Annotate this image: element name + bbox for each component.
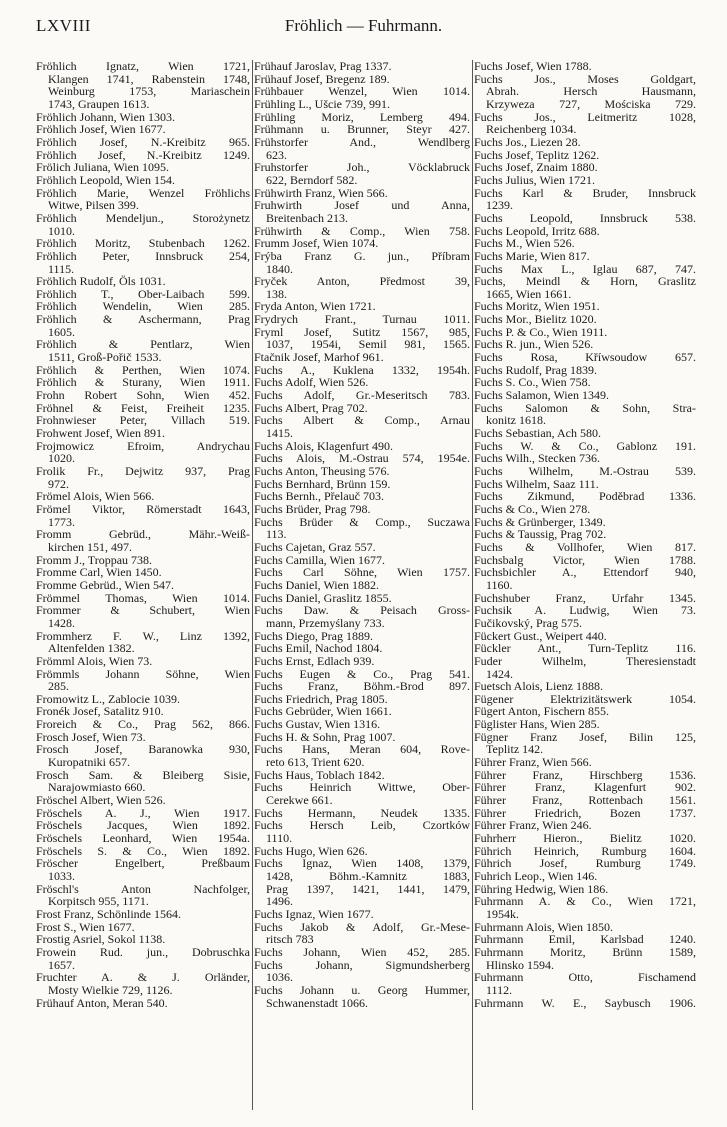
entry-line: Fuchs Gebrüder, Wien 1661. <box>254 704 392 719</box>
entry-line: Führich Heinrich, Rumburg 1604. <box>474 843 696 858</box>
entry-line: Frommherz F. W., Linz 1392, <box>36 628 250 643</box>
entry-line: Fröhlich Leopold, Wien 154. <box>36 172 175 187</box>
entry-continuation: 1496. <box>266 894 293 909</box>
entry-line: Führer Friedrich, Bozen 1737. <box>474 805 696 820</box>
entry-line: Fuchs Ignaz, Wien 1677. <box>254 906 374 921</box>
entry-line: Ftačnik Josef, Marhof 961. <box>254 350 384 365</box>
entry-line: Fuchs Albert, Prag 702. <box>254 400 368 415</box>
directory-columns <box>36 60 696 1110</box>
entry-line: Frohwent Josef, Wien 891. <box>36 426 165 441</box>
column-divider <box>472 60 473 1110</box>
entry-line: Fröschel Albert, Wien 526. <box>36 793 166 808</box>
entry-line: Fuchs Rudolf, Prag 1839. <box>474 362 597 377</box>
entry-continuation: Narajowmiasto 660. <box>48 780 146 795</box>
entry-continuation: Cerekwe 661. <box>266 793 333 808</box>
entry-line: Frömml Alois, Wien 73. <box>36 653 153 668</box>
entry-line: Fröhlich Peter, Innsbruck 254, <box>36 248 250 263</box>
entry-line: Frühling L., Ušcie 739, 991. <box>254 96 390 111</box>
entry-line: Fruhwirth Josef und Anna, <box>254 198 470 213</box>
entry-line: Frühling Moriz, Lemberg 494. <box>254 109 470 124</box>
entry-line: Frölich Juliana, Wien 1095. <box>36 160 169 175</box>
entry-line: Fuchshuber Franz, Urfahr 1345. <box>474 590 696 605</box>
entry-line: Frosch Josef, Wien 73. <box>36 729 146 744</box>
entry-continuation: Krzyweza 727, Mościska 729. <box>486 96 696 111</box>
entry-line: Frost Franz, Schönlinde 1564. <box>36 906 181 921</box>
entry-line: Führing Hedwig, Wien 186. <box>474 881 609 896</box>
entry-continuation: 1239. <box>486 198 513 213</box>
entry-line: Fröhlich Wendelin, Wien 285. <box>36 299 250 314</box>
entry-line: Fuhrmann Emil, Karlsbad 1240. <box>474 932 696 947</box>
entry-continuation: 1657. <box>48 957 75 972</box>
entry-continuation: Schwanenstadt 1066. <box>266 995 368 1010</box>
entry-line: Frühwirth Franz, Wien 566. <box>254 185 388 200</box>
entry-line: Füglister Hans, Wien 285. <box>474 717 600 732</box>
entry-line: Fuchs Alois, Klagenfurt 490. <box>254 438 393 453</box>
entry-line: Fuchs Diego, Prag 1889. <box>254 628 373 643</box>
entry-continuation: 623. <box>266 147 287 162</box>
entry-line: Frohn Robert Sohn, Wien 452. <box>36 388 250 403</box>
entry-line: Fuhrherr Hieron., Bielitz 1020. <box>474 831 696 846</box>
entry-continuation: 1773. <box>48 514 75 529</box>
entry-line: Fuchs Max L., Iglau 687, 747. <box>474 261 696 276</box>
entry-line: Fuchs Josef, Wien 1788. <box>474 60 592 73</box>
entry-line: Frumm Josef, Wien 1074. <box>254 236 379 251</box>
entry-continuation: Kuropatniki 657. <box>48 755 130 770</box>
entry-line: Fröhlich Moritz, Stubenbach 1262. <box>36 236 250 251</box>
entry-line: Fuchs & Co., Wien 278. <box>474 501 591 516</box>
entry-line: Fröhlich & Pentlarz, Wien <box>36 337 250 352</box>
entry-line: Fröscher Engelbert, Preßbaum <box>36 856 250 871</box>
entry-line: Fuchs Karl & Bruder, Innsbruck <box>474 185 696 200</box>
entry-line: Fuchs Johann, Wien 452, 285. <box>254 944 470 959</box>
entry-line: Fröhlich & Sturany, Wien 1911. <box>36 375 250 390</box>
entry-line: Frühauf Josef, Bregenz 189. <box>254 71 390 86</box>
entry-line: Frühmann u. Brunner, Steyr 427. <box>254 122 470 137</box>
entry-line: Fügner Franz Josef, Bilin 125, <box>474 729 696 744</box>
entry-line: Fuchs Wilh., Stecken 736. <box>474 451 600 466</box>
entry-continuation: kirchen 151, 497. <box>48 539 132 554</box>
column-1 <box>36 60 250 1110</box>
entry-continuation: mann, Przemyślany 733. <box>266 615 385 630</box>
entry-continuation: 972. <box>48 476 69 491</box>
entry-line: Fryček Anton, Předmost 39, <box>254 274 470 289</box>
entry-line: Frömmel Thomas, Wien 1014. <box>36 590 250 605</box>
entry-line: Fröhlich & Aschermann, Prag <box>36 312 250 327</box>
entry-line: Fuchs Adolf, Wien 526. <box>254 375 369 390</box>
entry-continuation: 1160. <box>486 577 513 592</box>
entry-line: Fromme Gebrüd., Wien 547. <box>36 577 174 592</box>
entry-line: Fuhrmann Alois, Wien 1850. <box>474 919 613 934</box>
entry-continuation: Prag 1397, 1421, 1441, 1479, <box>266 881 470 896</box>
entry-continuation: 1428, Böhm.-Kamnitz 1883, <box>266 869 470 883</box>
entry-line: Fuchsik A. Ludwig, Wien 73. <box>474 603 696 618</box>
entry-continuation: Reichenberg 1034. <box>486 122 577 137</box>
entry-line: Frühauf Anton, Meran 540. <box>36 995 168 1010</box>
entry-line: Führer Franz, Rottenbach 1561. <box>474 793 696 808</box>
entry-line: Fuchs Daniel, Wien 1882. <box>254 577 379 592</box>
entry-line: Fuchsbalg Victor, Wien 1788. <box>474 552 696 567</box>
entry-continuation: Korpitsch 955, 1171. <box>48 894 149 909</box>
entry-line: Fügert Anton, Fischern 855. <box>474 704 609 719</box>
entry-line: Fuchs Camilla, Wien 1677. <box>254 552 385 567</box>
entry-line: Fuchs Brüder, Prag 798. <box>254 501 371 516</box>
entry-line: Fröhlich Josef, N.-Kreibitz 965. <box>36 134 250 149</box>
entry-continuation: Witwe, Pilsen 399. <box>48 198 139 213</box>
entry-line: Fuchs Johann u. Georg Hummer, <box>254 982 470 997</box>
entry-continuation: 1110. <box>266 831 293 846</box>
entry-line: Fröhlich Josef, Wien 1677. <box>36 122 166 137</box>
entry-continuation: 1665, Wien 1661. <box>486 286 572 301</box>
column-2 <box>254 60 470 1110</box>
entry-line: Fuchs Anton, Theusing 576. <box>254 464 390 478</box>
entry-continuation: Hlinsko 1594. <box>486 957 555 972</box>
entry-line: Frühstorfer And., Wendlberg <box>254 134 470 149</box>
entry-continuation: Klangen 1741, Rabenstein 1748, <box>48 71 250 86</box>
entry-line: Fučikovský, Prag 575. <box>474 615 582 630</box>
entry-line: Fuchs Jakob & Adolf, Gr.-Mese- <box>254 919 470 934</box>
entry-line: Führer Franz, Hirschberg 1536. <box>474 767 696 782</box>
entry-continuation: 1954k. <box>486 906 519 921</box>
entry-continuation: Breitenbach 213. <box>266 210 348 225</box>
entry-line: Fröschels S. & Co., Wien 1892. <box>36 843 250 858</box>
entry-line: Fuchs Wilhelm, M.-Ostrau 539. <box>474 464 696 478</box>
entry-line: Fröschels Jacques, Wien 1892. <box>36 818 250 833</box>
entry-line: Fuchs Wilhelm, Saaz 111. <box>474 476 599 491</box>
page-title: Fröhlich — Fuhrmann. <box>284 16 443 35</box>
entry-line: Führich Josef, Rumburg 1749. <box>474 856 696 871</box>
entry-continuation: 1037, 1954i, Semil 981, 1565. <box>266 337 470 352</box>
entry-line: Fuhrmann Moritz, Brünn 1589, <box>474 944 696 959</box>
entry-continuation: 1115. <box>48 261 75 276</box>
entry-line: Fuchs Brüder & Comp., Suczawa <box>254 514 470 529</box>
entry-line: Frühbauer Wenzel, Wien 1014. <box>254 84 470 99</box>
entry-line: Fuhrich Leop., Wien 146. <box>474 869 598 883</box>
entry-line: Frydrych Frant., Turnau 1011. <box>254 312 470 327</box>
entry-continuation: Weinburg 1753, Mariaschein <box>48 84 250 99</box>
entry-line: Fuetsch Alois, Lienz 1888. <box>474 679 603 694</box>
entry-line: Fröhlich Josef, N.-Kreibitz 1249. <box>36 147 250 162</box>
page-number: LXVIII <box>36 16 91 35</box>
entry-line: Fromm J., Troppau 738. <box>36 552 153 567</box>
entry-continuation: 1415. <box>266 426 293 441</box>
entry-line: Fuchs Hugo, Wien 626. <box>254 843 368 858</box>
page-header <box>36 16 691 42</box>
entry-line: Fröhlich Mendeljun., Storożynetz <box>36 210 250 225</box>
entry-line: Frowein Rud. jun., Dobruschka <box>36 944 250 959</box>
entry-line: Fromm Gebrüd., Mähr.-Weiß- <box>36 527 250 542</box>
entry-line: Frömel Viktor, Römerstadt 1643, <box>36 501 250 516</box>
entry-line: Fuchs H. & Sohn, Prag 1007. <box>254 729 396 744</box>
entry-line: Froreich & Co., Prag 562, 866. <box>36 717 250 732</box>
entry-line: Fuchs Emil, Nachod 1804. <box>254 641 383 656</box>
entry-line: Fügener Elektrizitätswerk 1054. <box>474 691 696 706</box>
entry-line: Fuchs & Grünberger, 1349. <box>474 514 606 529</box>
entry-line: Fuchs Hersch Leib, Czortków <box>254 818 470 833</box>
entry-line: Fuchs Johann, Sigmundsherberg <box>254 957 470 972</box>
entry-line: Fuchs Ernst, Edlach 939. <box>254 653 375 668</box>
entry-continuation: ritsch 783 <box>266 932 314 947</box>
entry-line: Fuchs Marie, Wien 817. <box>474 248 590 263</box>
entry-line: Fröschl's Anton Nachfolger, <box>36 881 250 896</box>
entry-line: Führer Franz, Klagenfurt 902. <box>474 780 696 795</box>
entry-line: Fuchs W. & Co., Gablonz 191. <box>474 438 696 453</box>
entry-line: Fryda Anton, Wien 1721. <box>254 299 376 314</box>
entry-line: Fröschels Leonhard, Wien 1954a. <box>36 831 250 846</box>
entry-line: Fröhlich T., Ober-Laibach 599. <box>36 286 250 301</box>
entry-continuation: 1428. <box>48 615 75 630</box>
entry-line: Fröhlich Rudolf, Öls 1031. <box>36 274 166 289</box>
entry-continuation: 138. <box>266 286 287 301</box>
entry-line: Fuchs & Vollhofer, Wien 817. <box>474 539 696 554</box>
entry-line: Fuchs Julius, Wien 1721. <box>474 172 595 187</box>
entry-line: Fuchs Josef, Teplitz 1262. <box>474 147 600 162</box>
entry-line: Frojmowicz Efroim, Andrychau <box>36 438 250 453</box>
entry-continuation: 1112. <box>486 982 513 997</box>
entry-line: Fuchs Adolf, Gr.-Meseritsch 783. <box>254 388 470 403</box>
entry-line: Fuchs M., Wien 526. <box>474 236 575 251</box>
entry-line: Frohnwieser Peter, Villach 519. <box>36 413 250 428</box>
entry-line: Fröhlich Johann, Wien 1303. <box>36 109 175 124</box>
entry-continuation: 1020. <box>48 451 75 466</box>
entry-line: Fuchs Albert & Comp., Arnau <box>254 413 470 428</box>
entry-line: Fuchs Alois, M.-Ostrau 574, 1954e. <box>254 451 470 466</box>
entry-line: Fuchsbichler A., Ettendorf 940, <box>474 565 696 580</box>
entry-line: Fuchs Eugen & Co., Prag 541. <box>254 666 470 681</box>
entry-line: Fuchs Moritz, Wien 1951. <box>474 299 600 314</box>
entry-line: Fuchs Zikmund, Poděbrad 1336. <box>474 489 696 504</box>
entry-line: Fuchs, Meindl & Horn, Graslitz <box>474 274 696 289</box>
entry-line: Frolik Fr., Dejwitz 937, Prag <box>36 464 250 478</box>
entry-line: Fuchs S. Co., Wien 758. <box>474 375 591 390</box>
entry-line: Fuchs R. jun., Wien 526. <box>474 337 594 352</box>
entry-line: Frosch Josef, Baranowka 930, <box>36 742 250 757</box>
entry-line: Fröhlich & Perthen, Wien 1074. <box>36 362 250 377</box>
column-divider <box>252 60 253 1110</box>
entry-line: Frosch Sam. & Bleiberg Sisie, <box>36 767 250 782</box>
entry-line: Fuchs & Taussig, Prag 702. <box>474 527 607 542</box>
entry-line: Fuhrmann Otto, Fischamend <box>474 970 696 985</box>
entry-line: Fröhnel & Feist, Freiheit 1235. <box>36 400 250 415</box>
entry-continuation: reto 613, Trient 620. <box>266 755 365 770</box>
entry-line: Fuchs Rosa, Kříwsoudow 657. <box>474 350 696 365</box>
entry-line: Fuchs Friedrich, Prag 1805. <box>254 691 388 706</box>
entry-line: Fuhrmann A. & Co., Wien 1721, <box>474 894 696 909</box>
entry-line: Fuchs Daniel, Graslitz 1855. <box>254 590 392 605</box>
entry-line: Fromowitz L., Zablocie 1039. <box>36 691 180 706</box>
entry-line: Frost S., Wien 1677. <box>36 919 135 934</box>
entry-line: Fuchs Carl Söhne, Wien 1757. <box>254 565 470 580</box>
entry-line: Fuchs Hans, Meran 604, Rove- <box>254 742 470 757</box>
entry-line: Fuchs Salamon, Wien 1349. <box>474 388 609 403</box>
entry-line: Frühauf Jaroslav, Prag 1337. <box>254 60 392 73</box>
entry-line: Fuchs Daw. & Peisach Gross- <box>254 603 470 618</box>
entry-line: Fuchs Cajetan, Graz 557. <box>254 539 376 554</box>
entry-line: Fuchs Leopold, Irritz 688. <box>474 223 600 238</box>
entry-line: Fuchs Bernh., Přelauč 703. <box>254 489 384 504</box>
entry-line: Fuchs Heinrich Wittwe, Ober- <box>254 780 470 795</box>
entry-line: Frömmls Johann Söhne, Wien <box>36 666 250 681</box>
entry-line: Fuchs P. & Co., Wien 1911. <box>474 324 608 339</box>
entry-line: Fuhrmann W. E., Saybusch 1906. <box>474 995 696 1010</box>
entry-line: Fuchs Josef, Znaim 1880. <box>474 160 598 175</box>
entry-continuation: 1036. <box>266 970 293 985</box>
entry-continuation: 622, Berndorf 582. <box>266 172 358 187</box>
entry-continuation: 1840. <box>266 261 293 276</box>
entry-line: Fröhlich Marie, Wenzel Fröhlichs <box>36 185 250 200</box>
entry-line: Fuder Wilhelm, Theresienstadt <box>474 653 696 668</box>
entry-continuation: 1010. <box>48 223 75 238</box>
entry-line: Fuchs Leopold, Innsbruck 538. <box>474 210 696 225</box>
entry-line: Fuchs Jos., Leitmeritz 1028, <box>474 109 696 124</box>
entry-line: Fuchs Ignaz, Wien 1408, 1379, <box>254 856 470 871</box>
entry-line: Frömel Alois, Wien 566. <box>36 489 155 504</box>
entry-continuation: Mosty Wielkie 729, 1126. <box>48 982 173 997</box>
entry-line: Fuchs Salomon & Sohn, Stra- <box>474 400 696 415</box>
entry-line: Frühwirth & Comp., Wien 758. <box>254 223 470 238</box>
entry-line: Fuchs Bernhard, Brünn 159. <box>254 476 391 491</box>
entry-continuation: 1605. <box>48 324 75 339</box>
entry-continuation: konitz 1618. <box>486 413 546 428</box>
entry-continuation: 113. <box>266 527 287 542</box>
entry-line: Führer Franz, Wien 246. <box>474 818 592 833</box>
entry-continuation: Teplitz 142. <box>486 742 544 757</box>
entry-line: Fruhstorfer Joh., Vöcklabruck <box>254 160 470 175</box>
entry-line: Fückert Gust., Weipert 440. <box>474 628 607 643</box>
entry-line: Fuchs Gustav, Wien 1316. <box>254 717 381 732</box>
entry-line: Frýba Franz G. jun., Příbram <box>254 248 470 263</box>
entry-line: Fröschels A. J., Wien 1917. <box>36 805 250 820</box>
entry-line: Fromme Carl, Wien 1450. <box>36 565 162 580</box>
column-3 <box>474 60 696 1110</box>
entry-continuation: Abrah. Hersch Hausmann, <box>486 84 696 99</box>
entry-continuation: 1424. <box>486 666 513 681</box>
entry-line: Führer Franz, Wien 566. <box>474 755 592 770</box>
entry-line: Fuchs Hermann, Neudek 1335. <box>254 805 470 820</box>
entry-line: Fückler Ant., Turn-Teplitz 116. <box>474 641 696 656</box>
entry-line: Fuchs Franz, Böhm.-Brod 897. <box>254 679 470 694</box>
entry-line: Fuchs Mor., Bielitz 1020. <box>474 312 597 327</box>
entry-line: Fuchs Jos., Liezen 28. <box>474 134 581 149</box>
entry-continuation: Altenfelden 1382. <box>48 641 135 656</box>
entry-line: Fuchs Jos., Moses Goldgart, <box>474 71 696 86</box>
entry-line: Fuchs A., Kuklena 1332, 1954h. <box>254 362 470 377</box>
entry-line: Fuchs Sebastian, Ach 580. <box>474 426 601 441</box>
entry-line: Frostig Asriel, Sokol 1138. <box>36 932 166 947</box>
entry-line: Fronék Josef, Satalitz 910. <box>36 704 164 719</box>
entry-continuation: 1511, Groß-Pořič 1533. <box>48 350 162 365</box>
entry-continuation: 1033. <box>48 869 75 883</box>
entry-line: Fuchs Haus, Toblach 1842. <box>254 767 385 782</box>
entry-continuation: 1743, Graupen 1613. <box>48 96 150 111</box>
entry-line: Fryml Josef, Sutitz 1567, 985, <box>254 324 470 339</box>
entry-line: Fröhlich Ignatz, Wien 1721, <box>36 60 250 73</box>
entry-line: Frommer & Schubert, Wien <box>36 603 250 618</box>
entry-line: Fruchter A. & J. Orländer, <box>36 970 250 985</box>
entry-continuation: 285. <box>48 679 69 694</box>
